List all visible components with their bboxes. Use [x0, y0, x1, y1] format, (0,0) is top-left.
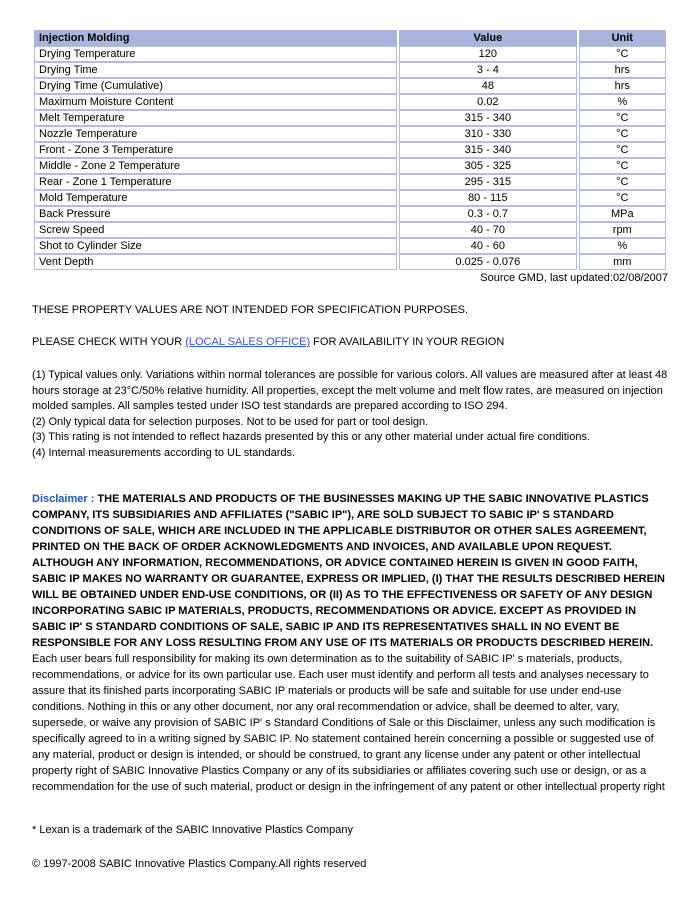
region-notice — [32, 335, 668, 349]
property-cell: Melt Temperature — [34, 110, 397, 126]
footnote-2: (2) Only typical data for selection purposes. Not to be used for part or tool design. — [32, 415, 429, 428]
property-cell: Middle - Zone 2 Temperature — [34, 158, 397, 174]
table-row — [34, 158, 666, 174]
unit-cell: °C — [579, 158, 666, 174]
table-row — [34, 222, 666, 238]
table-row — [34, 94, 666, 110]
unit-cell: °C — [579, 174, 666, 190]
source-note: Source GMD, last updated:02/08/2007 — [480, 272, 668, 284]
property-cell: Screw Speed — [34, 222, 397, 238]
unit-cell: °C — [579, 126, 666, 142]
disclaimer-bold-text: THE MATERIALS AND PRODUCTS OF THE BUSINESSES MAKING UP THE SABIC INNOVATIVE PLASTICS COMPANY, ITS SUBSIDIARIES AND AFFILIATES ("SABIC IP"), ARE SOLD SUBJECT TO SABIC IP' S STANDARD CONDITIONS OF SALE, WHICH ARE INCLUDED IN THE APPLICABLE DISTRIBUTOR OR OTHER SALES AGREEMENT, PRINTED ON THE BACK OF ORDER ACKNOWLEDGMENTS AND INVOICES, AND AVAILABLE UPON REQUEST. ALTHOUGH ANY INFORMATION, RECOMMENDATIONS, OR ADVICE CONTAINED HEREIN IS GIVEN IN GOOD FAITH, SABIC IP MAKES NO WARRANTY OR GUARANTEE, EXPRESS OR IMPLIED, (I) THAT THE RESULTS DESCRIBED HEREIN WILL BE OBTAINED UNDER END-USE CONDITIONS, OR (II) AS TO THE EFFECTIVENESS OR SAFETY OF ANY DESIGN INCORPORATING SABIC IP MATERIALS, PRODUCTS, RECOMMENDATIONS OR ADVICE. EXCEPT AS PROVIDED IN SABIC IP' S STANDARD CONDITIONS OF SALE, SABIC IP AND ITS REPRESENTATIVES SHALL IN NO EVENT BE RESPONSIBLE FOR ANY LOSS RESULTING FROM ANY USE OF ITS MATERIALS OR PRODUCTS DESCRIBED HEREIN. — [32, 493, 665, 649]
table-row — [34, 126, 666, 142]
property-cell: Shot to Cylinder Size — [34, 238, 397, 254]
property-cell: Drying Time (Cumulative) — [34, 78, 397, 94]
property-cell: Rear - Zone 1 Temperature — [34, 174, 397, 190]
value-cell: 0.3 - 0.7 — [399, 206, 576, 222]
table-row — [34, 238, 666, 254]
spec-notice: THESE PROPERTY VALUES ARE NOT INTENDED FOR SPECIFICATION PURPOSES. — [32, 304, 469, 316]
disclaimer-paragraph — [32, 491, 668, 795]
table-row — [34, 46, 666, 62]
local-sales-office-link[interactable]: (LOCAL SALES OFFICE) — [185, 336, 311, 348]
property-cell: Drying Temperature — [34, 46, 397, 62]
footnotes-block — [32, 368, 668, 461]
property-cell: Front - Zone 3 Temperature — [34, 142, 397, 158]
table-row — [34, 142, 666, 158]
value-cell: 120 — [399, 46, 576, 62]
region-notice-prefix: PLEASE CHECK WITH YOUR — [32, 336, 186, 348]
table-header-category: Injection Molding — [34, 30, 397, 46]
footnote-3: (3) This rating is not intended to reflect hazards presented by this or any other material under actual fire conditions. — [32, 431, 591, 443]
table-row — [34, 206, 666, 222]
unit-cell: °C — [579, 142, 666, 158]
table-header-value: Value — [399, 30, 576, 46]
footnote-4: (4) Internal measurements according to UL standards. — [32, 446, 296, 459]
value-cell: 3 - 4 — [399, 62, 576, 78]
value-cell: 310 - 330 — [399, 126, 576, 142]
unit-cell: mm — [579, 254, 666, 270]
property-cell: Maximum Moisture Content — [34, 94, 397, 110]
value-cell: 48 — [399, 78, 576, 94]
value-cell: 295 - 315 — [399, 174, 576, 190]
property-cell: Mold Temperature — [34, 190, 397, 206]
property-cell: Drying Time — [34, 62, 397, 78]
property-cell: Vent Depth — [34, 254, 397, 270]
table-row — [34, 190, 666, 206]
unit-cell: MPa — [579, 206, 666, 222]
value-cell: 305 - 325 — [399, 158, 576, 174]
table-header-unit: Unit — [579, 30, 666, 46]
value-cell: 40 - 60 — [399, 238, 576, 254]
unit-cell: rpm — [579, 222, 666, 238]
unit-cell: hrs — [579, 62, 666, 78]
table-row — [34, 254, 666, 270]
injection-molding-table — [32, 30, 668, 270]
value-cell: 0.025 - 0.076 — [399, 254, 576, 270]
value-cell: 0.02 — [399, 94, 576, 110]
property-cell: Back Pressure — [34, 206, 397, 222]
value-cell: 80 - 115 — [399, 190, 576, 206]
table-row — [34, 174, 666, 190]
region-notice-suffix: FOR AVAILABILITY IN YOUR REGION — [310, 336, 505, 348]
unit-cell: hrs — [579, 78, 666, 94]
trademark-note: * Lexan is a trademark of the SABIC Innovative Plastics Company — [32, 824, 353, 836]
disclaimer-body-text: Each user bears full responsibility for making its own determination as to the suitability of SABIC IP' s materials, products, recommendations, or advice for its own particular use. Each user must identify and perform all tests and analyses necessary to assure that its finished parts incorporating SABIC IP materials or products will be safe and suitable for use under end-use conditions. Nothing in this or any other document, nor any oral recommendation or advice, shall be deemed to alter, vary, supersede, or waive any provision of SABIC IP' s Standard Conditions of Sale or this Disclaimer, unless any such modification is specifically agreed to in a writing signed by SABIC IP. No statement contained herein concerning a possible or suggested use of any material, product or design is intended, or should be construed, to grant any license under any patent or other intellectual property right of SABIC Innovative Plastics Company or any of its subsidiaries or affiliates covering such use or design, or as a recommendation for the use of such material, product or design in the infringement of any patent or other intellectual property right — [32, 653, 665, 793]
unit-cell: °C — [579, 110, 666, 126]
table-header-row — [34, 30, 666, 46]
unit-cell: % — [579, 238, 666, 254]
property-cell: Nozzle Temperature — [34, 126, 397, 142]
copyright-note: © 1997-2008 SABIC Innovative Plastics Company.All rights reserved — [32, 858, 367, 870]
table-row — [34, 110, 666, 126]
unit-cell: % — [579, 94, 666, 110]
unit-cell: °C — [579, 190, 666, 206]
value-cell: 315 - 340 — [399, 142, 576, 158]
footnote-1: (1) Typical values only. Variations within normal tolerances are possible for various colors. All values are measured after at least 48 hours storage at 23°C/50% relative humidity. All properties, except the melt volume and melt flow rates, are measured on injection molded samples. All samples tested under ISO test standards are prepared according to ISO 294. — [32, 369, 668, 412]
unit-cell: °C — [579, 46, 666, 62]
table-row — [34, 62, 666, 78]
disclaimer-label: Disclaimer : — [32, 493, 98, 505]
table-row — [34, 78, 666, 94]
value-cell: 315 - 340 — [399, 110, 576, 126]
value-cell: 40 - 70 — [399, 222, 576, 238]
